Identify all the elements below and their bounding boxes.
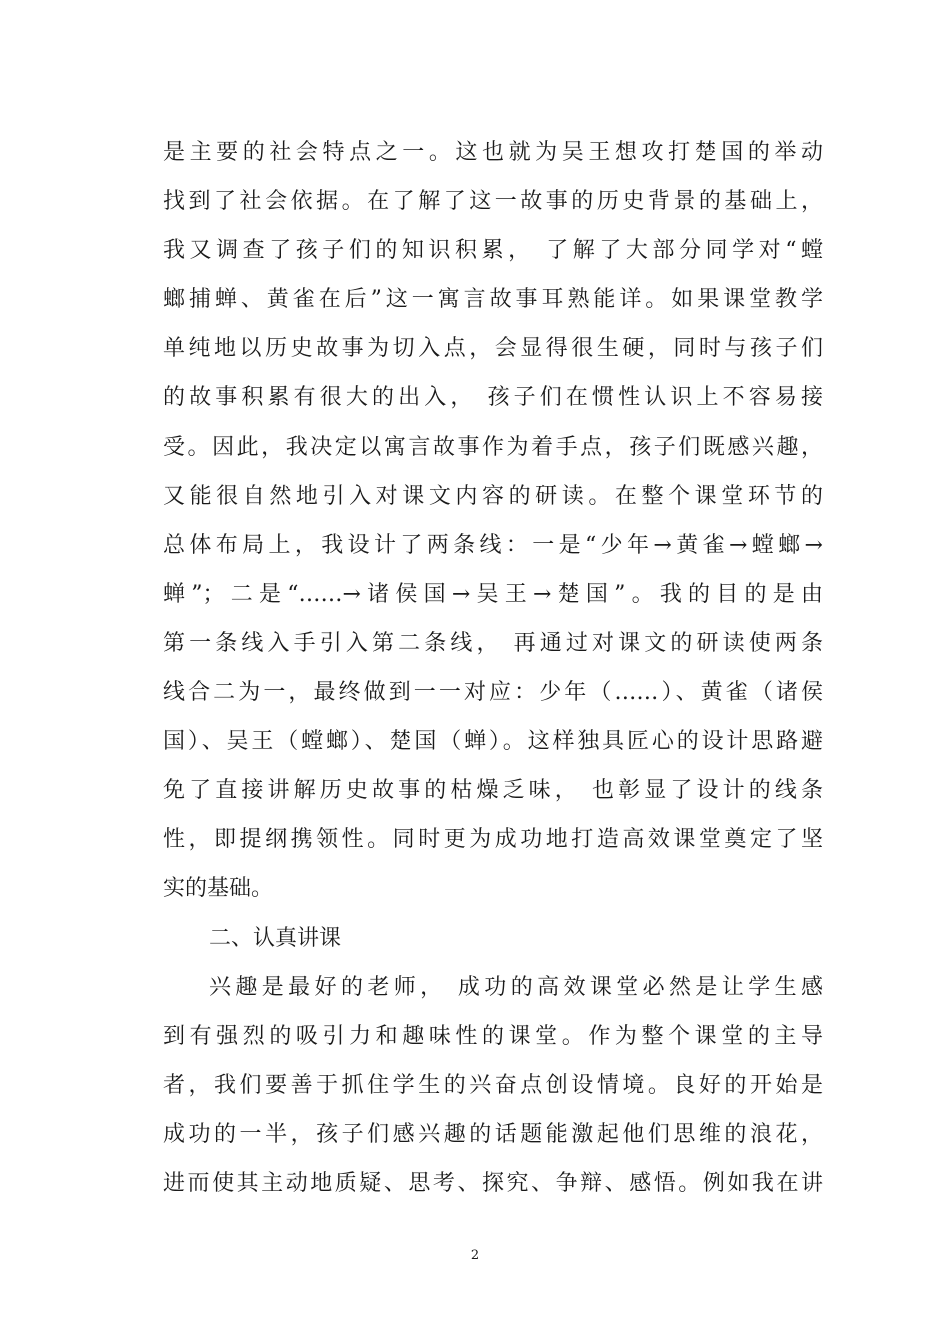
text-line: 线合二为一，最终做到一一对应：少年（……）、黄雀（诸侯 — [163, 680, 823, 706]
text-line: 的故事积累有很大的出入， 孩子们在惯性认识上不容易接 — [163, 385, 823, 411]
text-line: 实的基础。 — [163, 876, 274, 902]
document-body — [163, 128, 823, 1208]
text-line: 者，我们要善于抓住学生的兴奋点创设情境。良好的开始是 — [163, 1072, 823, 1098]
text-line: 到有强烈的吸引力和趣味性的课堂。作为整个课堂的主导 — [163, 1023, 823, 1049]
text-line: 兴趣是最好的老师， 成功的高效课堂必然是让学生感 — [209, 974, 823, 1000]
text-line: 性，即提纲携领性。同时更为成功地打造高效课堂奠定了坚 — [163, 827, 823, 853]
text-line: 螂捕蝉、黄雀在后”这一寓言故事耳熟能详。如果课堂教学 — [163, 287, 823, 313]
text-line: 总体布局上，我设计了两条线：一是“少年→黄雀→螳螂→ — [163, 532, 823, 558]
text-line: 国）、吴王（螳螂）、楚国（蝉）。这样独具匠心的设计思路避 — [163, 729, 823, 755]
page-number: 2 — [470, 1248, 480, 1263]
text-line: 受。因此，我决定以寓言故事作为着手点，孩子们既感兴趣， — [163, 434, 823, 460]
text-line: 单纯地以历史故事为切入点，会显得很生硬，同时与孩子们 — [163, 336, 823, 362]
text-line: 进而使其主动地质疑、思考、探究、争辩、感悟。例如我在讲 — [163, 1170, 823, 1196]
text-line: 是主要的社会特点之一。这也就为吴王想攻打楚国的举动 — [163, 140, 823, 165]
text-line: 又能很自然地引入对课文内容的研读。在整个课堂环节的 — [163, 483, 823, 509]
text-line: 我又调查了孩子们的知识积累， 了解了大部分同学对“螳 — [163, 238, 823, 264]
text-line: 成功的一半，孩子们感兴趣的话题能激起他们思维的浪花， — [163, 1121, 823, 1147]
section-heading: 二、认真讲课 — [209, 925, 342, 951]
text-line: 第一条线入手引入第二条线， 再通过对课文的研读使两条 — [163, 630, 823, 656]
text-line: 免了直接讲解历史故事的枯燥乏味， 也彰显了设计的线条 — [163, 778, 823, 804]
text-line: 蝉”；二是“……→诸侯国→吴王→楚国”。我的目的是由 — [163, 581, 823, 607]
text-line: 找到了社会依据。在了解了这一故事的历史背景的基础上， — [163, 189, 823, 215]
